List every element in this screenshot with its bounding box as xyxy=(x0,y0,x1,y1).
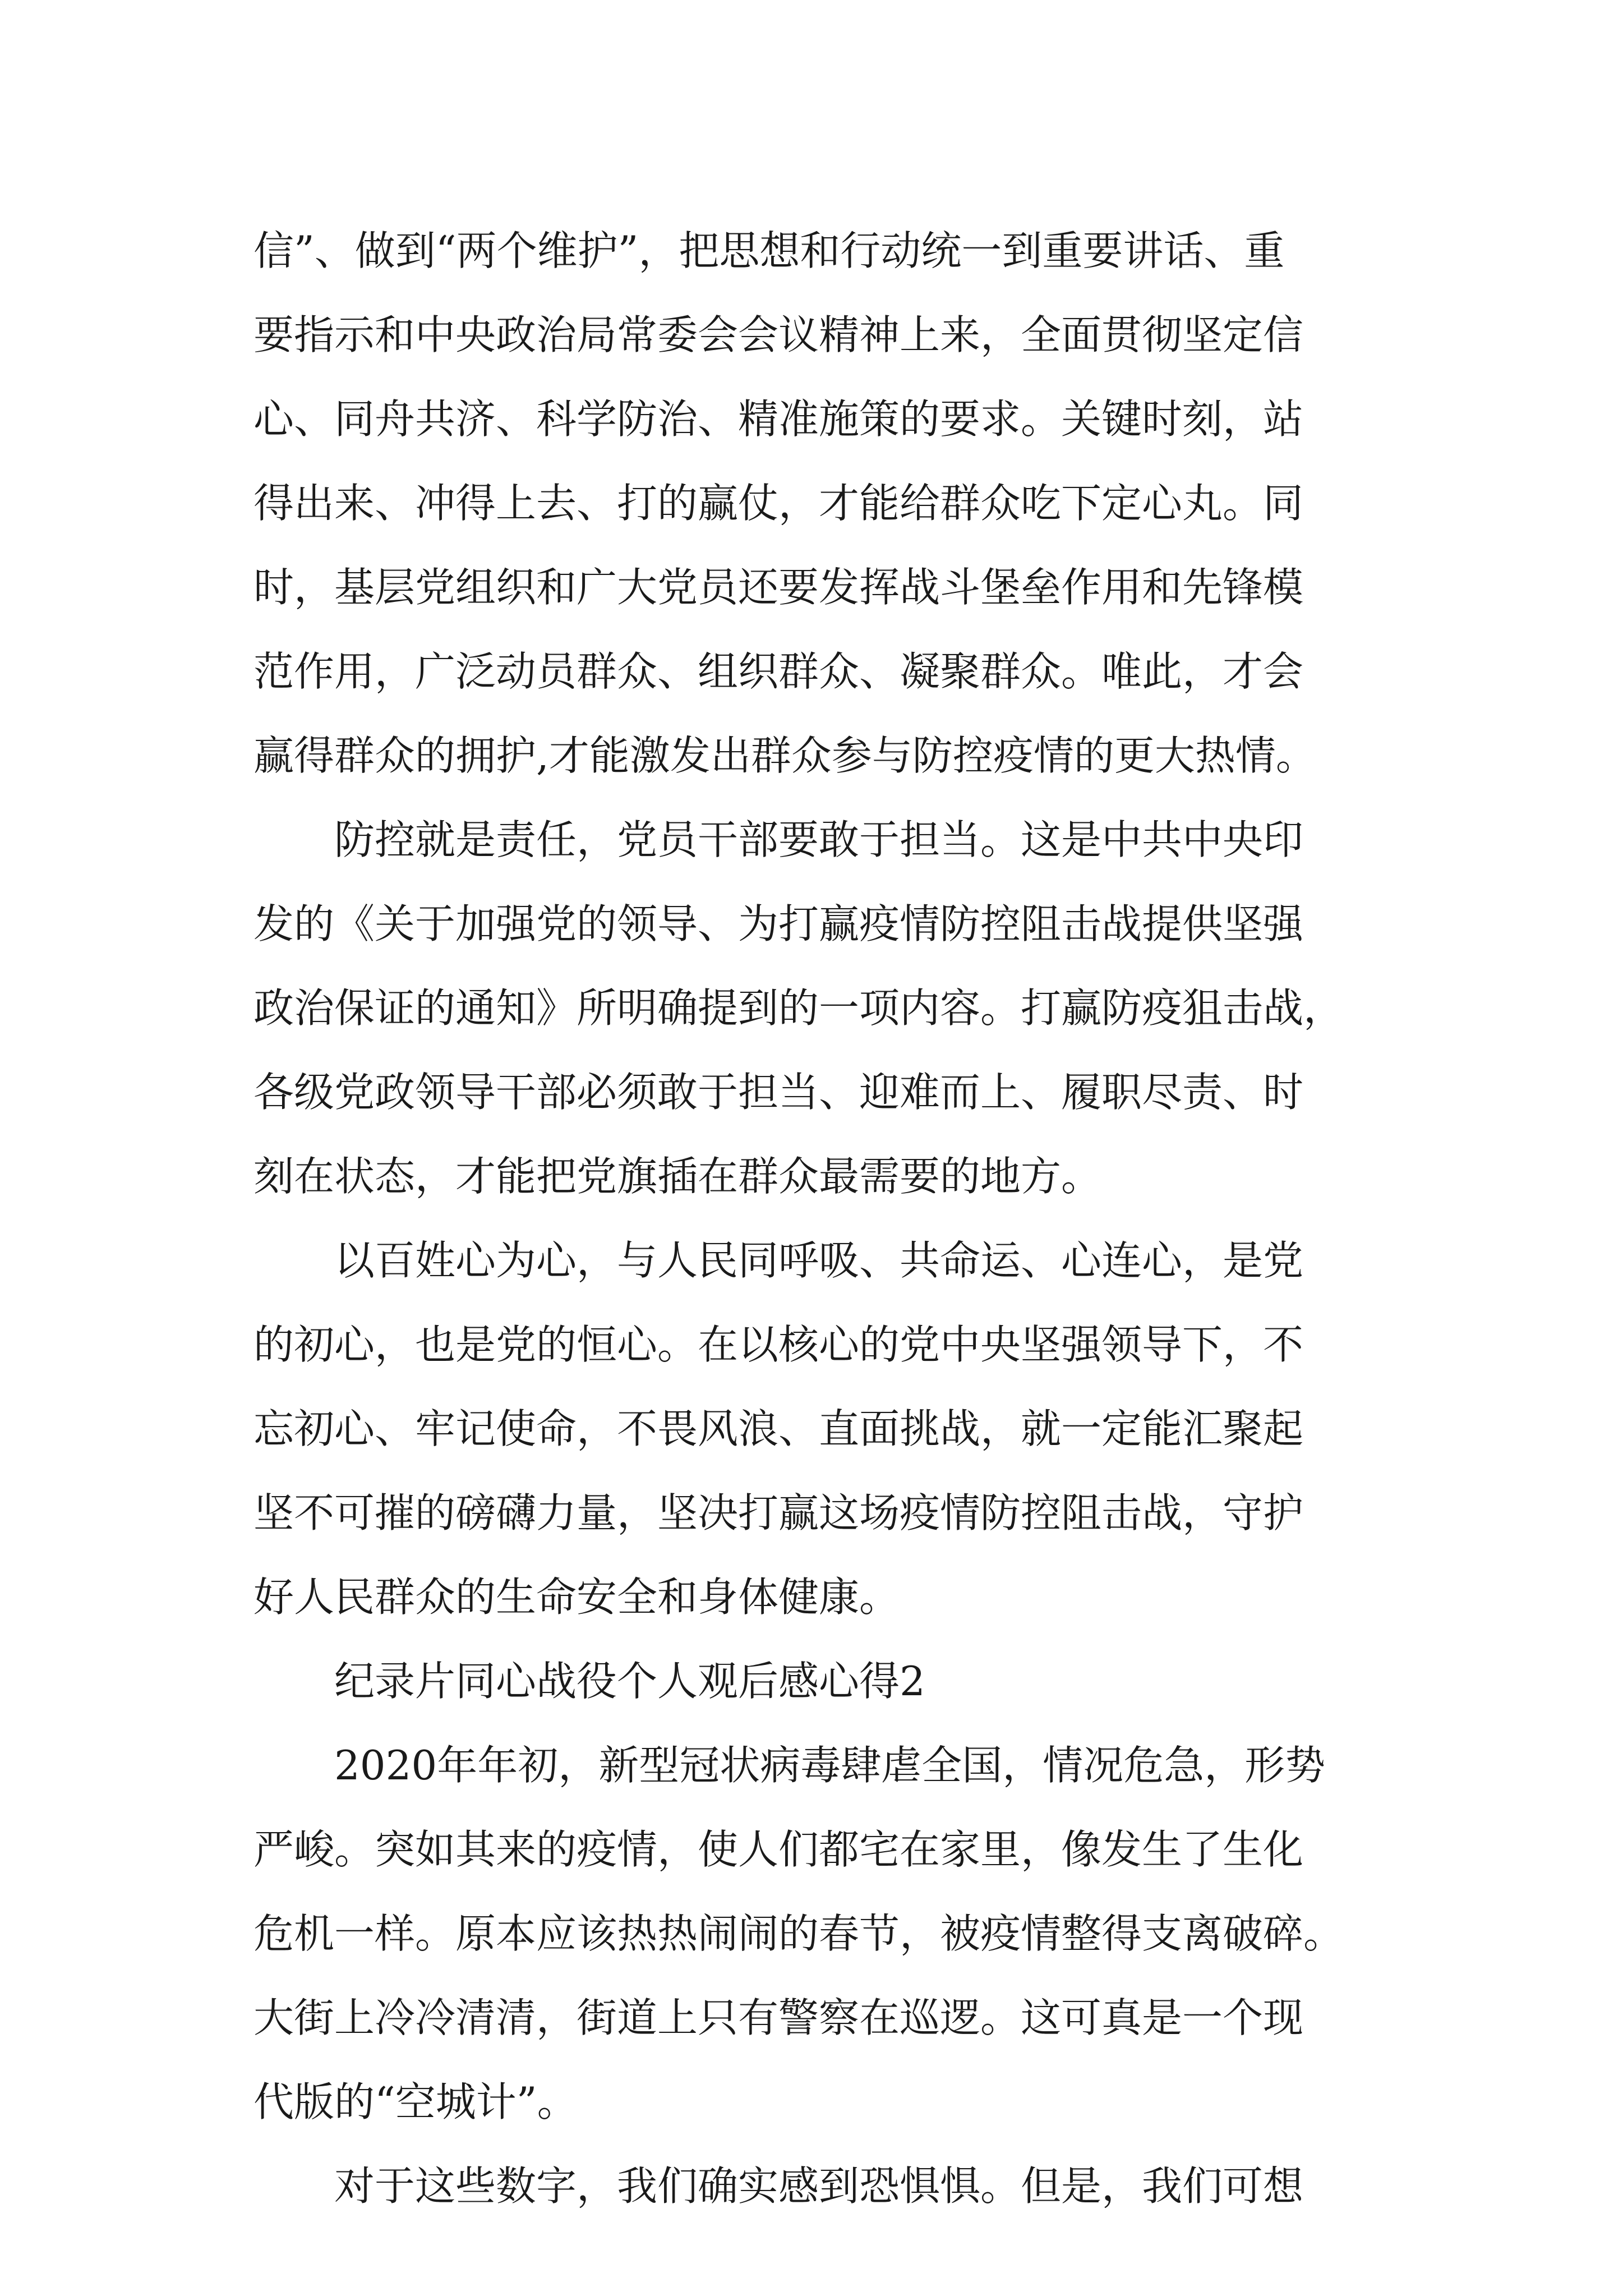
text-line: 危机一样。原本应该热热闹闹的春节，被疫情整得支离破碎。 xyxy=(253,1910,1344,1957)
text-line: 心、同舟共济、科学防治、精准施策的要求。关键时刻，站 xyxy=(253,395,1304,443)
text-line: 刻在状态，才能把党旗插在群众最需要的地方。 xyxy=(253,1153,1102,1200)
text-line: 信”、做到“两个维护”，把思想和行动统一到重要讲话、重 xyxy=(253,227,1285,274)
text-line: 要指示和中央政治局常委会会议精神上来，全面贯彻坚定信 xyxy=(253,311,1304,358)
text-line: 的初心，也是党的恒心。在以核心的党中央坚强领导下，不 xyxy=(253,1321,1304,1368)
paragraph-start-line: 以百姓心为心，与人民同呼吸、共命运、心连心，是党 xyxy=(334,1237,1304,1284)
section-heading: 纪录片同心战役个人观后感心得2 xyxy=(334,1658,925,1705)
text-line: 发的《关于加强党的领导、为打赢疫情防控阻击战提供坚强 xyxy=(253,900,1304,947)
document-body xyxy=(253,209,1389,2228)
paragraph-start-line: 防控就是责任，党员干部要敢于担当。这是中共中央印 xyxy=(334,816,1304,863)
text-line: 范作用，广泛动员群众、组织群众、凝聚群众。唯此，才会 xyxy=(253,648,1304,695)
text-line: 政治保证的通知》所明确提到的一项内容。打赢防疫狙击战， xyxy=(253,984,1344,1032)
text-line: 得出来、冲得上去、打的赢仗，才能给群众吃下定心丸。同 xyxy=(253,480,1304,527)
text-line: 时，基层党组织和广大党员还要发挥战斗堡垒作用和先锋模 xyxy=(253,564,1304,611)
text-line: 好人民群众的生命安全和身体健康。 xyxy=(253,1573,900,1621)
text-line: 严峻。突如其来的疫情，使人们都宅在家里，像发生了生化 xyxy=(253,1826,1304,1873)
paragraph-start-line: 2020年年初，新型冠状病毒肆虐全国，情况危急，形势 xyxy=(334,1742,1326,1789)
paragraph-start-line: 对于这些数字，我们确实感到恐惧惧。但是，我们可想 xyxy=(334,2162,1304,2210)
text-line: 各级党政领导干部必须敢于担当、迎难而上、履职尽责、时 xyxy=(253,1069,1304,1116)
text-line: 大街上冷冷清清，街道上只有警察在巡逻。这可真是一个现 xyxy=(253,1994,1304,2041)
text-line: 忘初心、牢记使命，不畏风浪、直面挑战，就一定能汇聚起 xyxy=(253,1405,1304,1452)
text-line: 代版的“空城计”。 xyxy=(253,2078,578,2125)
text-line: 坚不可摧的磅礴力量，坚决打赢这场疫情防控阻击战，守护 xyxy=(253,1489,1304,1536)
text-line: 赢得群众的拥护,才能激发出群众参与防控疫情的更大热情。 xyxy=(253,732,1316,779)
